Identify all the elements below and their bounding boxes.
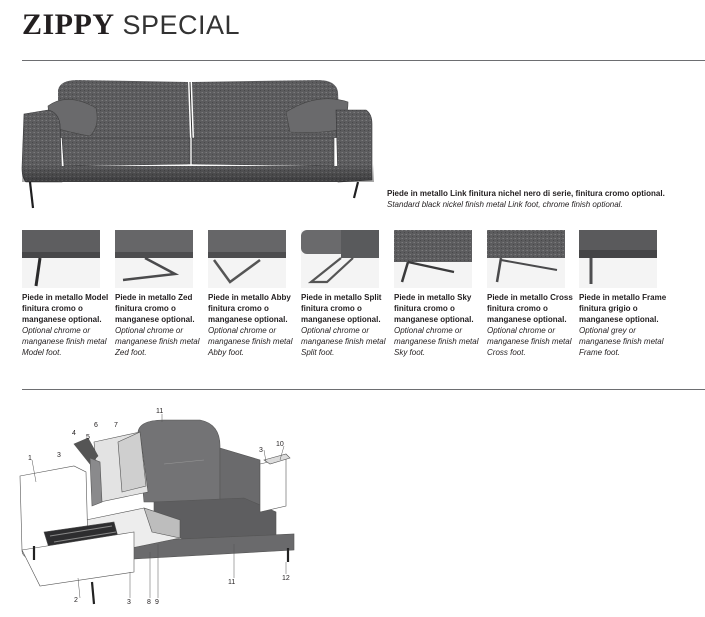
foot-abby — [208, 230, 294, 358]
foot-model-en: Optional chrome or manganese finish metal Model foot. — [22, 326, 107, 357]
middle-divider — [22, 389, 705, 390]
diagram-label-7: 7 — [114, 422, 118, 429]
foot-sky-image — [394, 230, 472, 288]
foot-zed-it: Piede in metallo Zed finitura cromo o manganese optional. — [115, 293, 195, 324]
diagram-label-3c: 3 — [259, 447, 263, 454]
diagram-label-3b: 3 — [127, 599, 131, 606]
foot-model-image — [22, 230, 100, 288]
diagram-label-11a: 11 — [156, 408, 164, 415]
foot-abby-en: Optional chrome or manganese finish metal Abby foot. — [208, 326, 293, 357]
foot-cross-en: Optional chrome or manganese finish metal Cross foot. — [487, 326, 572, 357]
diagram-label-4: 4 — [72, 430, 76, 437]
top-divider — [22, 60, 705, 61]
diagram-label-10: 10 — [276, 441, 284, 448]
page-title — [22, 6, 240, 44]
diagram-label-9: 9 — [155, 599, 159, 606]
diagram-label-1: 1 — [28, 455, 32, 462]
diagram-label-11b: 11 — [228, 579, 236, 586]
hero-caption-en: Standard black nickel finish metal Link foot, chrome finish optional. — [387, 200, 623, 209]
foot-frame-en: Optional grey or manganese finish metal Frame foot. — [579, 326, 664, 357]
foot-model-it: Piede in metallo Model finitura cromo o manganese optional. — [22, 293, 109, 324]
diagram-label-5: 5 — [86, 434, 90, 441]
diagram-label-3a: 3 — [57, 452, 61, 459]
foot-split — [301, 230, 387, 358]
diagram-label-8: 8 — [147, 599, 151, 606]
hero-caption — [387, 188, 665, 210]
foot-model — [22, 230, 108, 358]
foot-zed — [115, 230, 201, 358]
diagram-label-6: 6 — [94, 422, 98, 429]
foot-split-it: Piede in metallo Split finitura cromo o manganese optional. — [301, 293, 382, 324]
foot-cross-image — [487, 230, 565, 288]
foot-split-en: Optional chrome or manganese finish metal Split foot. — [301, 326, 386, 357]
title-bold: ZIPPY — [22, 8, 115, 41]
foot-frame — [579, 230, 665, 358]
hero-caption-it: Piede in metallo Link finitura nichel nero di serie, finitura cromo optional. — [387, 189, 665, 198]
title-light: SPECIAL — [122, 10, 241, 40]
diagram-label-12: 12 — [282, 575, 290, 582]
foot-sky-en: Optional chrome or manganese finish metal Sky foot. — [394, 326, 479, 357]
sofa-hero-image — [18, 68, 378, 210]
foot-abby-image — [208, 230, 286, 288]
foot-split-image — [301, 230, 379, 288]
foot-cross-it: Piede in metallo Cross finitura cromo o manganese optional. — [487, 293, 573, 324]
foot-sky-it: Piede in metallo Sky finitura cromo o manganese optional. — [394, 293, 474, 324]
foot-abby-it: Piede in metallo Abby finitura cromo o manganese optional. — [208, 293, 291, 324]
foot-sky — [394, 230, 480, 358]
diagram-label-2: 2 — [74, 597, 78, 604]
foot-zed-image — [115, 230, 193, 288]
foot-frame-it: Piede in metallo Frame finitura grigio o manganese optional. — [579, 293, 667, 324]
foot-zed-en: Optional chrome or manganese finish metal Zed foot. — [115, 326, 200, 357]
foot-frame-image — [579, 230, 657, 288]
foot-cross — [487, 230, 573, 358]
sofa-exploded-diagram — [14, 402, 314, 612]
